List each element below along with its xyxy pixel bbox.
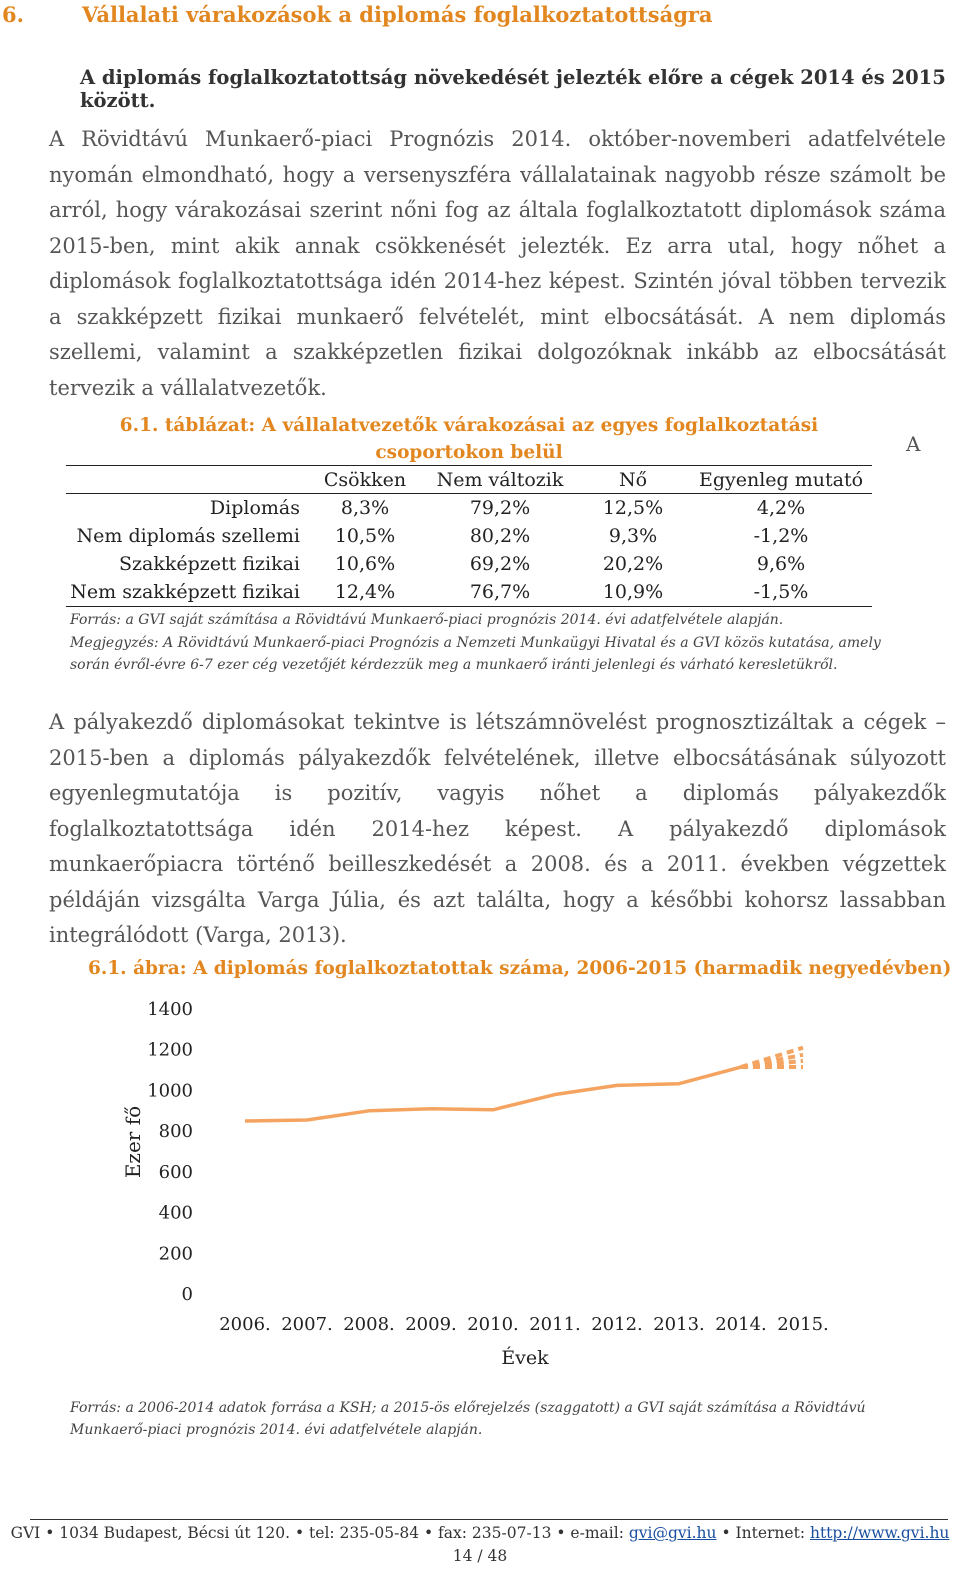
table-header-cell: [66, 466, 306, 494]
table-source: Forrás: a GVI saját számítása a Rövidtávú Munkaerő-piaci prognózis 2014. évi adatfelvétele alapján.: [70, 612, 784, 628]
table-cell: 76,7%: [424, 578, 576, 607]
footer-divider: [30, 1519, 948, 1520]
expectations-table: [66, 465, 872, 607]
x-axis-ticks: [219, 1314, 829, 1335]
table-cell: 12,5%: [602, 497, 664, 519]
x-axis-label: Évek: [501, 1347, 549, 1369]
row-label: Nem szakképzett fizikai: [66, 578, 306, 607]
y-axis-label: Ezer fő: [121, 1105, 145, 1179]
y-tick-label: 1200: [147, 1039, 193, 1061]
y-tick-label: 0: [181, 1284, 193, 1305]
table-cell: 9,6%: [756, 553, 806, 575]
row-label: Diplomás: [209, 497, 300, 519]
figure-source: Forrás: a 2006-2014 adatok forrása a KSH; a 2015-ös előrejelzés (szaggatott) a GVI saját számítása a Rövidtávú Munkaerő-piaci prognózis 2014. évi adatfelvétele alapján.: [70, 1400, 866, 1438]
paragraph-1: A Rövidtávú Munkaerő-piaci Prognózis 2014. október-novemberi adatfelvétele nyomán elmondható, hogy a versenyszféra vállalatainak nagyobb része számolt be arról, hogy várakozásai szerint nőni fog az általa foglalkoztatott diplomások száma 2015-ben, mint akik annak csökkenését jelezték. Ez arra utal, hogy nőhet a diplomások foglalkoztatottsága idén 2014-hez képest. Szintén jóval többen tervezik a szakképzett fizikai munkaerő felvételét, mint elbocsátását. A nem diplomás szellemi, valamint a szakképzetlen fizikai dolgozóknak inkább az elbocsátását tervezik a vállalatvezetők.: [49, 127, 946, 400]
y-tick-label: 800: [158, 1121, 193, 1143]
forecast-dashed-lines: [741, 1048, 803, 1067]
table-row: [66, 550, 872, 578]
x-tick-label: 2010.: [467, 1314, 519, 1335]
section-number: 6.: [2, 2, 24, 27]
table-cell: -1,5%: [690, 578, 872, 607]
x-tick-label: 2006.: [219, 1314, 271, 1335]
table-cell: 10,9%: [576, 578, 690, 607]
y-tick-label: 1000: [147, 1080, 193, 1102]
table-row: [66, 522, 872, 550]
table-row: [66, 494, 872, 523]
y-axis-ticks: [147, 999, 193, 1305]
x-tick-label: 2009.: [405, 1314, 457, 1335]
page-number: 14 / 48: [452, 1547, 508, 1565]
table-cell: -1,2%: [753, 525, 809, 547]
table-header-cell: Nő: [576, 466, 690, 494]
table-cell: 10,5%: [334, 525, 396, 547]
table-remark: Megjegyzés: A Rövidtávú Munkaerő-piaci Prognózis a Nemzeti Munkaügyi Hivatal és a GVI közös kutatása, amely során évről-évre 6-7 ezer cég vezetőjét kérdezzük meg a munkaerő iránti jelenlegi és várható keresletükről.: [70, 635, 881, 673]
table-header-cell: Egyenleg mutató: [690, 466, 872, 494]
x-tick-label: 2015.: [777, 1314, 829, 1335]
table-header-row: [66, 466, 872, 494]
side-letter: A: [906, 432, 921, 456]
footer-contact: GVI • 1034 Budapest, Bécsi út 120. • tel: 235-05-84 • fax: 235-07-13 • e-mail:: [10, 1524, 629, 1542]
website-link[interactable]: http://www.gvi.hu: [809, 1524, 950, 1542]
table-cell: 79,2%: [469, 497, 531, 519]
footer: [0, 1524, 960, 1542]
x-tick-label: 2008.: [343, 1314, 395, 1335]
table-row: [66, 578, 872, 607]
table-header-cell: Csökken: [306, 466, 424, 494]
x-tick-label: 2013.: [653, 1314, 705, 1335]
row-label: Szakképzett fizikai: [118, 553, 300, 575]
paragraph-2: A pályakezdő diplomásokat tekintve is létszámnövelést prognosztizáltak a cégek – 2015-ben a diplomás pályakezdők felvételének, illetve elbocsátásának súlyozott egyenlegmutatója is pozitív, vagyis nőhet a diplomás pályakezdők foglalkoztatottsága idén 2014-hez képest. A pályakezdő diplomások munkaerőpiacra történő beilleszkedését a 2008. és a 2011. években végzettek példáján vizsgálta Varga Júlia, és azt találta, hogy a későbbi kohorsz lassabban integrálódott (Varga, 2013).: [49, 710, 946, 947]
y-tick-label: 400: [158, 1202, 193, 1224]
table-cell: 9,3%: [608, 525, 658, 547]
section-heading: [0, 2, 960, 27]
subheading: A diplomás foglalkoztatottság növekedését jelezték előre a cégek 2014 és 2015 között.: [80, 66, 946, 112]
table-cell: 80,2%: [469, 525, 531, 547]
email-link[interactable]: gvi@gvi.hu: [628, 1524, 717, 1542]
series-line: [245, 1067, 741, 1121]
table-cell: 20,2%: [602, 553, 664, 575]
x-tick-label: 2007.: [281, 1314, 333, 1335]
table-header-cell: Nem változik: [424, 466, 576, 494]
y-tick-label: 1400: [147, 999, 193, 1020]
table-cell: 10,6%: [334, 553, 396, 575]
figure-caption: 6.1. ábra: A diplomás foglalkoztatottak száma, 2006-2015 (harmadik negyedévben): [88, 958, 952, 979]
table-cell: 8,3%: [340, 497, 390, 519]
x-tick-label: 2014.: [715, 1314, 767, 1335]
y-tick-label: 600: [158, 1161, 193, 1183]
employment-line-chart: [0, 990, 960, 1380]
table-caption: 6.1. táblázat: A vállalatvezetők várakozásai az egyes foglalkoztatási csoportokon belül: [119, 415, 819, 463]
footer-internet: • Internet:: [716, 1524, 810, 1542]
row-label: Nem diplomás szellemi: [76, 525, 300, 547]
y-tick-label: 200: [158, 1243, 193, 1265]
table-cell: 12,4%: [306, 578, 424, 607]
x-tick-label: 2011.: [529, 1314, 581, 1335]
section-title: Vállalati várakozások a diplomás foglalkoztatottságra: [82, 2, 713, 27]
x-tick-label: 2012.: [591, 1314, 643, 1335]
table-cell: 69,2%: [469, 553, 531, 575]
table-cell: 4,2%: [756, 497, 806, 519]
